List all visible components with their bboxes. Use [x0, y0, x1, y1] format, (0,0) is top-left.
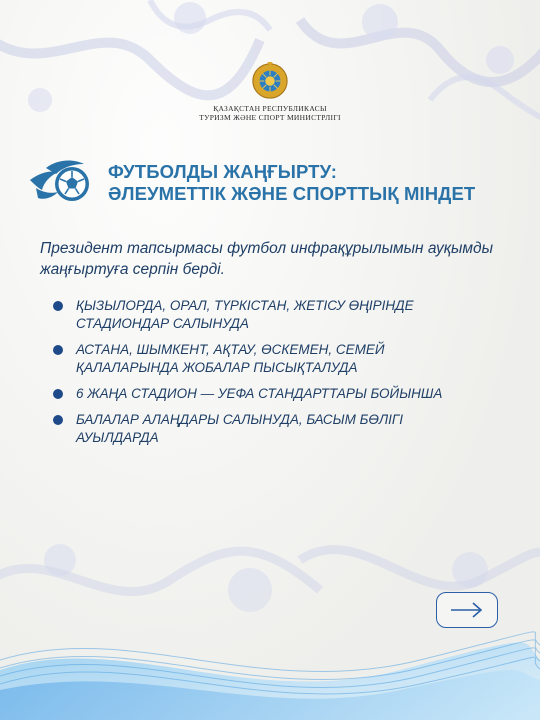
page-title-line2: ӘЛЕУМЕТТІК ЖӘНЕ СПОРТТЫҚ МІНДЕТ — [108, 183, 476, 204]
list-item — [40, 297, 510, 333]
arrow-right-icon — [450, 602, 484, 618]
lead-paragraph: Президент тапсырмасы футбол инфрақұрылымын ауқымды жаңғыртуға серпін берді. — [40, 240, 494, 278]
football-logo-icon — [28, 158, 98, 208]
list-item — [40, 341, 510, 377]
list-item-text: БАЛАЛАР АЛАҢДАРЫ САЛЫНУДА, БАСЫМ БӨЛІГІ — [76, 412, 404, 427]
ministry-name-line1: ҚАЗАҚСТАН РЕСПУБЛИКАСЫ — [213, 104, 327, 113]
next-slide-button[interactable] — [436, 592, 498, 628]
bullet-list — [40, 297, 510, 455]
list-item — [40, 411, 510, 447]
list-item-text-cont: СТАДИОНДАР САЛЫНУДА — [76, 316, 249, 331]
bullet-dot-icon — [53, 345, 63, 355]
bullet-dot-icon — [53, 301, 63, 311]
list-item-text: ҚЫЗЫЛОРДА, ОРАЛ, ТҮРКІСТАН, ЖЕТІСУ ӨҢІРІНДЕ — [76, 298, 414, 313]
state-emblem-icon — [251, 62, 289, 100]
list-item-text: АСТАНА, ШЫМКЕНТ, АҚТАУ, ӨСКЕМЕН, СЕМЕЙ — [76, 342, 385, 357]
bullet-dot-icon — [53, 389, 63, 399]
list-item-text: 6 ЖАҢА СТАДИОН — УЕФА СТАНДАРТТАРЫ БОЙЫНША — [76, 386, 443, 401]
ministry-name-line2: ТУРИЗМ ЖӘНЕ СПОРТ МИНИСТРЛІГІ — [199, 113, 341, 122]
list-item — [40, 385, 510, 403]
list-item-text-cont: ҚАЛАЛАРЫНДА ЖОБАЛАР ПЫСЫҚТАЛУДА — [76, 360, 358, 375]
list-item-text-cont: АУЫЛДАРДА — [76, 430, 159, 445]
page-title-line1: ФУТБОЛДЫ ЖАҢҒЫРТУ: — [108, 161, 337, 182]
bullet-dot-icon — [53, 415, 63, 425]
